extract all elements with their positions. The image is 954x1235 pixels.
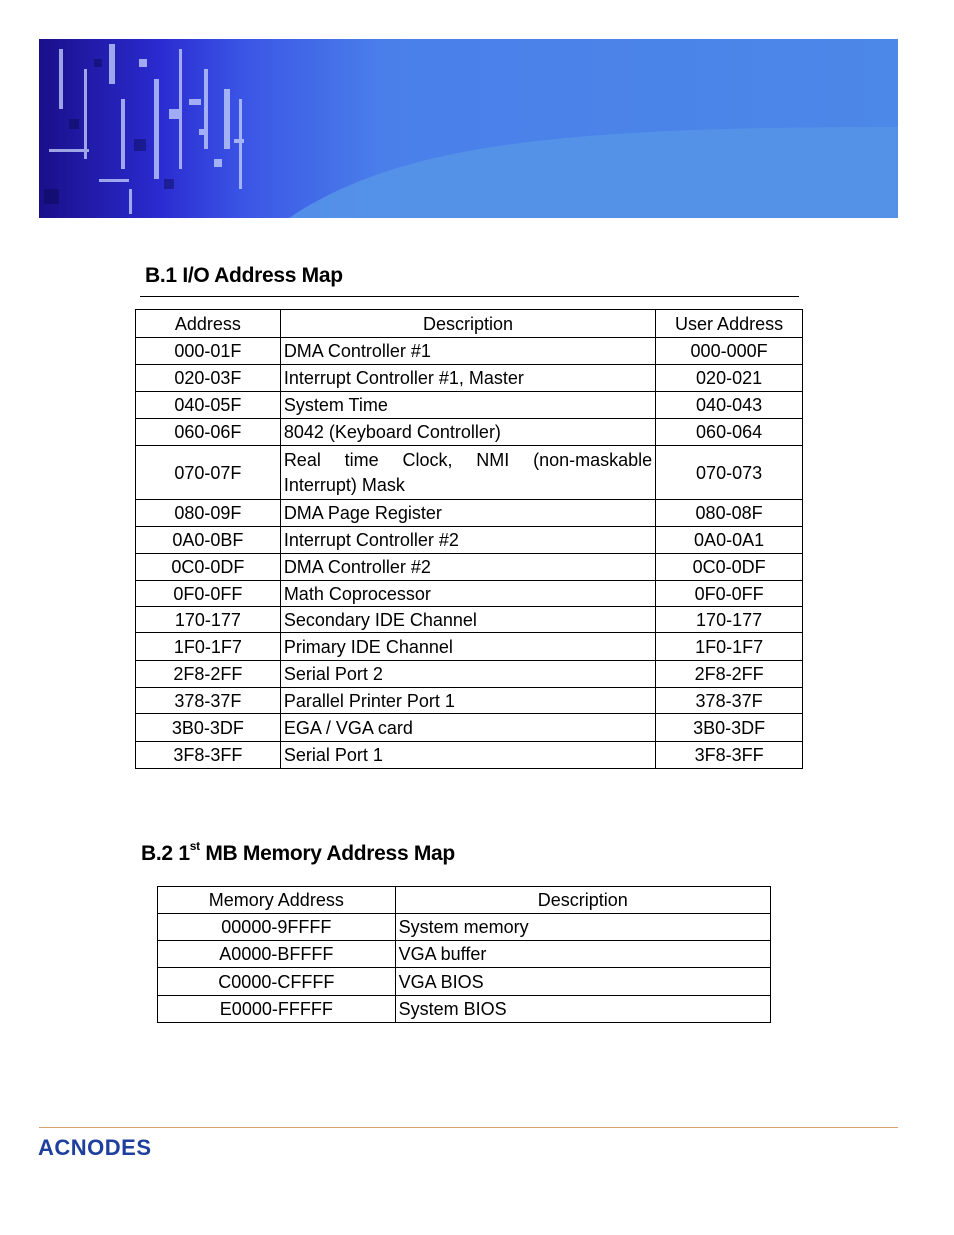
memory-address-table — [157, 886, 771, 1023]
user-address-cell: 3F8-3FF — [656, 742, 803, 769]
footer-divider — [39, 1127, 898, 1128]
memory-address-cell: 00000-9FFFF — [158, 914, 396, 941]
memory-address-cell: A0000-BFFFF — [158, 941, 396, 968]
circuit-board-graphic — [39, 39, 898, 218]
description-cell: Secondary IDE Channel — [280, 607, 655, 633]
table-row — [136, 688, 803, 714]
table-row — [136, 633, 803, 661]
description-cell: Primary IDE Channel — [280, 633, 655, 661]
table-row — [136, 742, 803, 769]
user-address-cell: 170-177 — [656, 607, 803, 633]
address-cell: 0A0-0BF — [136, 527, 281, 554]
address-cell: 020-03F — [136, 365, 281, 392]
table-row — [136, 581, 803, 607]
address-cell: 2F8-2FF — [136, 661, 281, 688]
address-cell: 3B0-3DF — [136, 714, 281, 742]
address-cell: 080-09F — [136, 500, 281, 527]
table-row — [136, 419, 803, 446]
svg-text:ACNODES: ACNODES — [38, 1135, 152, 1160]
column-header-user-address: User Address — [656, 310, 803, 338]
description-cell: Serial Port 2 — [280, 661, 655, 688]
description-cell: System memory — [395, 914, 770, 941]
column-header-description: Description — [395, 887, 770, 914]
table-row — [136, 607, 803, 633]
section-title-memory-address-map — [141, 841, 455, 866]
memory-address-cell: E0000-FFFFF — [158, 996, 396, 1023]
description-cell: Interrupt Controller #1, Master — [280, 365, 655, 392]
column-header-address: Address — [136, 310, 281, 338]
user-address-cell: 060-064 — [656, 419, 803, 446]
memory-address-cell: C0000-CFFFF — [158, 968, 396, 996]
table-row — [136, 527, 803, 554]
address-cell: 3F8-3FF — [136, 742, 281, 769]
table-row — [136, 392, 803, 419]
user-address-cell: 000-000F — [656, 338, 803, 365]
description-cell: 8042 (Keyboard Controller) — [280, 419, 655, 446]
user-address-cell: 1F0-1F7 — [656, 633, 803, 661]
user-address-cell: 2F8-2FF — [656, 661, 803, 688]
table-row — [158, 968, 771, 996]
header-banner — [39, 39, 898, 218]
acnodes-logo-mark — [38, 1132, 198, 1162]
table-row — [136, 365, 803, 392]
description-cell: Math Coprocessor — [280, 581, 655, 607]
description-cell: System BIOS — [395, 996, 770, 1023]
column-header-memory-address: Memory Address — [158, 887, 396, 914]
address-cell: 040-05F — [136, 392, 281, 419]
description-cell: DMA Page Register — [280, 500, 655, 527]
io-address-table — [135, 309, 803, 769]
description-cell: Serial Port 1 — [280, 742, 655, 769]
address-cell: 1F0-1F7 — [136, 633, 281, 661]
address-cell: 0F0-0FF — [136, 581, 281, 607]
table-header-row — [136, 310, 803, 338]
description-cell: DMA Controller #2 — [280, 554, 655, 581]
acnodes-logo — [38, 1132, 198, 1167]
description-cell: System Time — [280, 392, 655, 419]
address-cell: 060-06F — [136, 419, 281, 446]
description-cell: Real time Clock, NMI (non-maskable Interrupt) Mask — [280, 446, 655, 500]
user-address-cell: 0C0-0DF — [656, 554, 803, 581]
table-row — [136, 338, 803, 365]
user-address-cell: 3B0-3DF — [656, 714, 803, 742]
table-row — [136, 446, 803, 500]
table-row — [136, 714, 803, 742]
user-address-cell: 378-37F — [656, 688, 803, 714]
table-row — [136, 661, 803, 688]
address-cell: 070-07F — [136, 446, 281, 500]
user-address-cell: 0A0-0A1 — [656, 527, 803, 554]
address-cell: 000-01F — [136, 338, 281, 365]
table-row — [158, 996, 771, 1023]
section-title-io-address-map: B.1 I/O Address Map — [145, 264, 343, 287]
address-cell: 170-177 — [136, 607, 281, 633]
table-row — [136, 500, 803, 527]
title-prefix: B.2 1 — [141, 842, 190, 865]
user-address-cell: 080-08F — [656, 500, 803, 527]
table-row — [158, 914, 771, 941]
user-address-cell: 020-021 — [656, 365, 803, 392]
column-header-description: Description — [280, 310, 655, 338]
table-header-row — [158, 887, 771, 914]
description-cell: EGA / VGA card — [280, 714, 655, 742]
description-cell: Parallel Printer Port 1 — [280, 688, 655, 714]
description-cell: Interrupt Controller #2 — [280, 527, 655, 554]
description-cell: VGA buffer — [395, 941, 770, 968]
description-cell: VGA BIOS — [395, 968, 770, 996]
user-address-cell: 0F0-0FF — [656, 581, 803, 607]
address-cell: 378-37F — [136, 688, 281, 714]
user-address-cell: 040-043 — [656, 392, 803, 419]
title-suffix: MB Memory Address Map — [199, 842, 455, 865]
user-address-cell: 070-073 — [656, 446, 803, 500]
address-cell: 0C0-0DF — [136, 554, 281, 581]
table-row — [136, 554, 803, 581]
table-row — [158, 941, 771, 968]
description-cell: DMA Controller #1 — [280, 338, 655, 365]
section-divider — [140, 296, 799, 297]
title-superscript: st — [189, 839, 200, 853]
